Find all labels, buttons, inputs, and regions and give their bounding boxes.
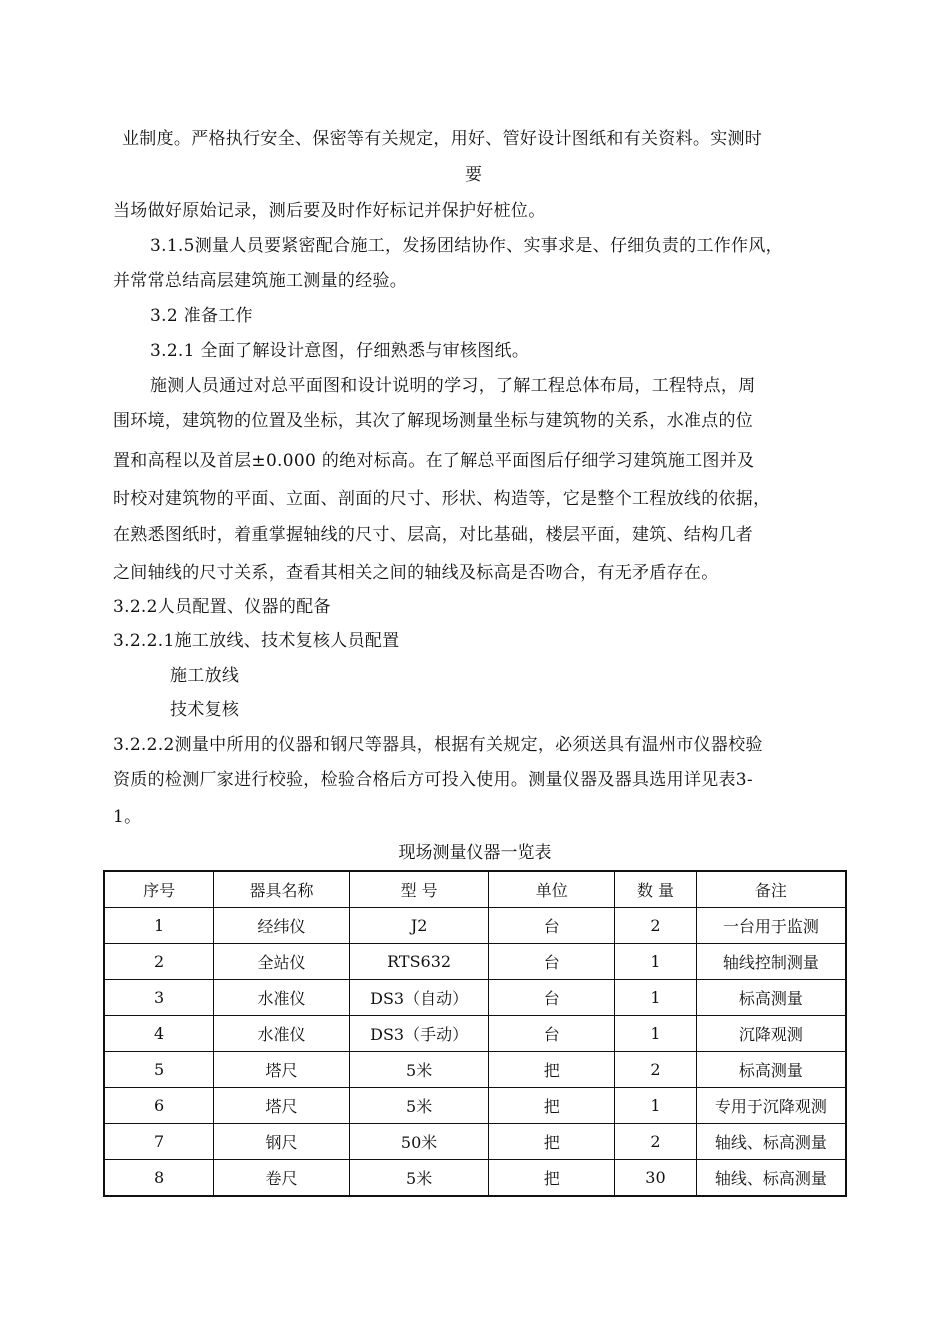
table-cell: 标高测量	[696, 1052, 846, 1088]
table-cell: 水准仪	[214, 1016, 350, 1052]
table-cell: 水准仪	[214, 980, 350, 1016]
paragraph-line: 并常常总结高层建筑施工测量的经验。	[113, 271, 408, 291]
paragraph-line: 业制度。严格执行安全、保密等有关规定，用好、管好设计图纸和有关资料。实测时	[122, 129, 763, 149]
table-cell: 8	[104, 1160, 214, 1197]
paragraph-line: 施测人员通过对总平面图和设计说明的学习，了解工程总体布局，工程特点，周	[150, 376, 756, 396]
table-cell: 台	[489, 1016, 615, 1052]
subsection-heading: 3.2.2人员配置、仪器的配备	[113, 597, 331, 617]
subsection-heading: 3.2.1 全面了解设计意图，仔细熟悉与审核图纸。	[150, 341, 530, 361]
table-cell: 台	[489, 944, 615, 980]
table-cell: RTS632	[349, 944, 489, 980]
table-cell: 轴线、标高测量	[696, 1160, 846, 1197]
table-cell: 4	[104, 1016, 214, 1052]
table-row	[104, 1160, 846, 1197]
paragraph-line: 3.2.2.2测量中所用的仪器和钢尺等器具，根据有关规定，必须送具有温州市仪器校验	[113, 735, 763, 755]
table-cell: 钢尺	[214, 1124, 350, 1160]
table-row	[104, 1052, 846, 1088]
table-cell: 把	[489, 1160, 615, 1197]
table-cell: 5米	[349, 1088, 489, 1124]
table-row	[104, 980, 846, 1016]
table-cell: 2	[615, 1052, 697, 1088]
table-cell: DS3（手动）	[349, 1016, 489, 1052]
table-cell: 全站仪	[214, 944, 350, 980]
table-cell: 经纬仪	[214, 908, 350, 944]
section-heading: 3.2 准备工作	[150, 306, 253, 326]
table-cell: 2	[615, 1124, 697, 1160]
table-cell: 6	[104, 1088, 214, 1124]
table-cell: 一台用于监测	[696, 908, 846, 944]
paragraph-line: 3.1.5测量人员要紧密配合施工，发扬团结协作、实事求是、仔细负责的工作作风，	[150, 236, 783, 256]
table-cell: 沉降观测	[696, 1016, 846, 1052]
table-cell: 专用于沉降观测	[696, 1088, 846, 1124]
table-cell: 1	[615, 1016, 697, 1052]
paragraph-line: 资质的检测厂家进行校验，检验合格后方可投入使用。测量仪器及器具选用详见表3-	[113, 770, 753, 790]
table-caption: 现场测量仪器一览表	[398, 843, 552, 863]
table-cell: 标高测量	[696, 980, 846, 1016]
table-cell: 5	[104, 1052, 214, 1088]
header-cell-name: 器具名称	[214, 871, 350, 908]
table-cell: 2	[615, 908, 697, 944]
table-row	[104, 1124, 846, 1160]
table-cell: 把	[489, 1052, 615, 1088]
table-cell: 台	[489, 908, 615, 944]
table-row	[104, 944, 846, 980]
paragraph-line: 要	[465, 165, 483, 185]
table-header-row	[104, 871, 846, 908]
list-item: 技术复核	[170, 700, 240, 720]
table-cell: 5米	[349, 1052, 489, 1088]
table-cell: 3	[104, 980, 214, 1016]
paragraph-line: 置和高程以及首层±0.000 的绝对标高。在了解总平面图后仔细学习建筑施工图并及	[113, 451, 755, 471]
table-cell: 1	[615, 944, 697, 980]
table-cell: 轴线控制测量	[696, 944, 846, 980]
instrument-table	[103, 870, 847, 1197]
table-cell: 台	[489, 980, 615, 1016]
table-cell: 50米	[349, 1124, 489, 1160]
table-cell: 把	[489, 1088, 615, 1124]
table-cell: 卷尺	[214, 1160, 350, 1197]
header-cell-model: 型 号	[349, 871, 489, 908]
table-cell: 塔尺	[214, 1052, 350, 1088]
table-row	[104, 1016, 846, 1052]
table-cell: 2	[104, 944, 214, 980]
paragraph-line: 之间轴线的尺寸关系，查看其相关之间的轴线及标高是否吻合，有无矛盾存在。	[113, 563, 719, 583]
table-cell: 1	[615, 980, 697, 1016]
table-cell: 轴线、标高测量	[696, 1124, 846, 1160]
paragraph-line: 当场做好原始记录，测后要及时作好标记并保护好桩位。	[113, 201, 546, 221]
table-cell: 7	[104, 1124, 214, 1160]
table-cell: DS3（自动）	[349, 980, 489, 1016]
table-cell: 5米	[349, 1160, 489, 1197]
paragraph-line: 围环境，建筑物的位置及坐标，其次了解现场测量坐标与建筑物的关系，水准点的位	[113, 411, 754, 431]
header-cell-quantity: 数 量	[615, 871, 697, 908]
paragraph-line: 在熟悉图纸时，着重掌握轴线的尺寸、层高，对比基础，楼层平面，建筑、结构几者	[113, 525, 754, 545]
table-cell: 塔尺	[214, 1088, 350, 1124]
table-cell: 1	[104, 908, 214, 944]
table-row	[104, 1088, 846, 1124]
table-cell: 30	[615, 1160, 697, 1197]
table-cell: 1	[615, 1088, 697, 1124]
list-item: 施工放线	[170, 666, 240, 686]
table-cell: J2	[349, 908, 489, 944]
header-cell-index: 序号	[104, 871, 214, 908]
header-cell-unit: 单位	[489, 871, 615, 908]
header-cell-remark: 备注	[696, 871, 846, 908]
table-cell: 把	[489, 1124, 615, 1160]
paragraph-line: 时校对建筑物的平面、立面、剖面的尺寸、形状、构造等，它是整个工程放线的依据，	[113, 489, 771, 509]
subsection-heading: 3.2.2.1施工放线、技术复核人员配置	[113, 631, 400, 651]
paragraph-line: 1。	[113, 807, 142, 827]
table-row	[104, 908, 846, 944]
